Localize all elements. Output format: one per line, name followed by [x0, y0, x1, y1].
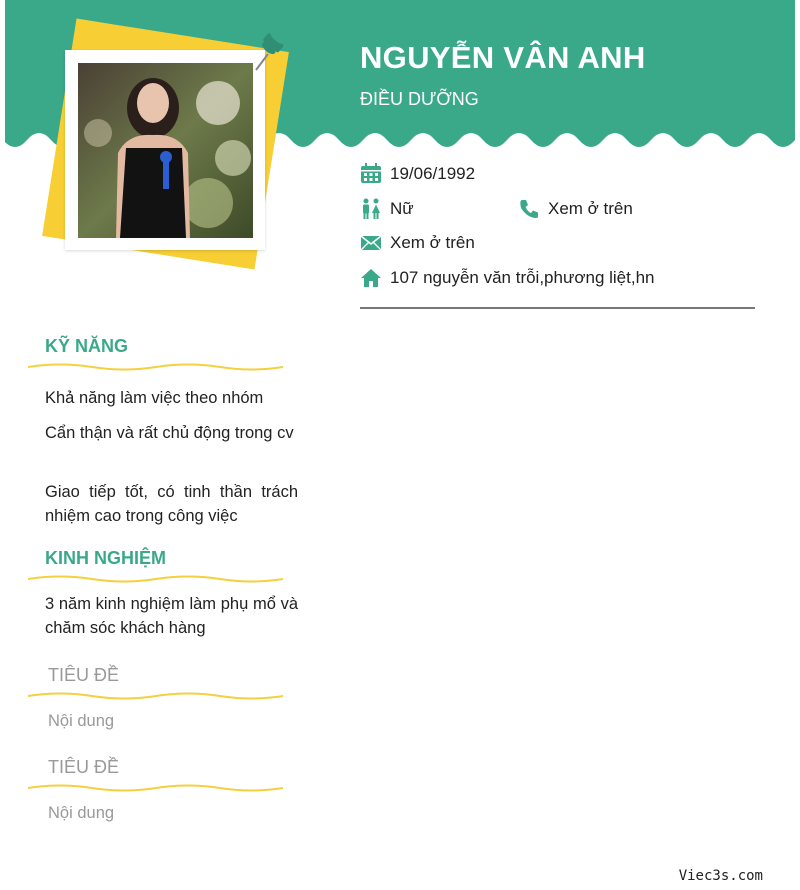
birthday-row [360, 163, 475, 185]
phone-row [518, 198, 633, 220]
address-value: 107 nguyễn văn trỗi,phương liệt,hn [390, 268, 655, 287]
phone-value: Xem ở trên [548, 199, 633, 218]
gender-row [360, 198, 414, 220]
birthday-value: 19/06/1992 [390, 164, 476, 183]
address-row [360, 267, 655, 289]
extra-section-content: Nội dung [48, 712, 115, 730]
skill-item: Giao tiếp tốt, có tinh thần trách nhiệm cao trong công việc [45, 483, 298, 525]
skill-item: Khả năng làm việc theo nhóm [45, 389, 264, 407]
skills-underline [28, 362, 283, 372]
footer-brand: Viec3s.com [678, 868, 763, 884]
experience-content: 3 năm kinh nghiệm làm phụ mổ và chăm sóc khách hàng [45, 595, 298, 637]
experience-title: KINH NGHIỆM [45, 548, 166, 568]
calendar-icon [360, 163, 382, 185]
candidate-position: ĐIỀU DƯỠNG [360, 89, 479, 109]
profile-photo [78, 63, 253, 238]
experience-underline [28, 574, 283, 584]
email-row [360, 232, 475, 254]
header-divider [360, 307, 755, 309]
phone-icon [518, 198, 540, 220]
candidate-name: NGUYỄN VÂN ANH [360, 40, 646, 75]
extra-section-title: TIÊU ĐỀ [48, 665, 120, 685]
home-icon [360, 267, 382, 289]
pin-icon [250, 24, 290, 74]
gender-icon [360, 198, 382, 220]
email-value: Xem ở trên [390, 233, 475, 252]
extra-section-content: Nội dung [48, 804, 115, 822]
mail-icon [360, 232, 382, 254]
skills-title: KỸ NĂNG [45, 336, 129, 356]
extra-section-underline [28, 783, 283, 793]
skill-item: Cẩn thận và rất chủ động trong cv [45, 424, 294, 442]
gender-value: Nữ [390, 199, 414, 218]
extra-section-underline [28, 691, 283, 701]
extra-section-title: TIÊU ĐỀ [48, 757, 120, 777]
